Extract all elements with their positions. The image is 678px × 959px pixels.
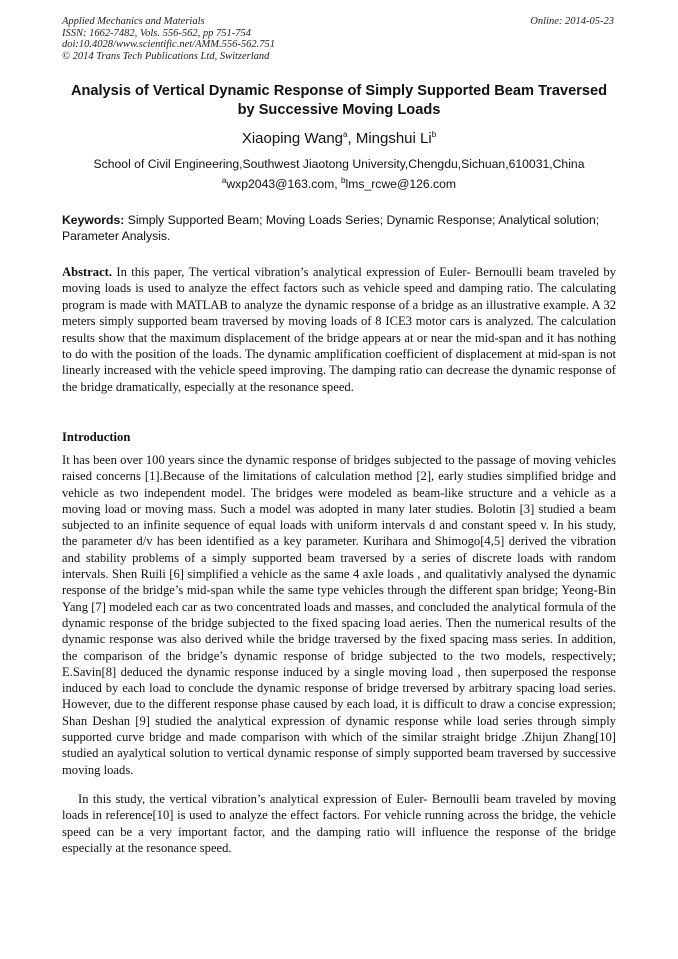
author-name: Xiaoping Wang [241,130,344,147]
email-address: lms_rcwe@126.com [345,177,457,191]
email-mark: b [341,175,346,185]
doi-line: doi:10.4028/www.scientific.net/AMM.556-562.751 [62,39,275,50]
paper-title: Analysis of Vertical Dynamic Response of Simply Supported Beam Traversed by Successive Moving Loads [70,83,608,118]
abstract-block [62,264,616,395]
author-name: Mingshui Li [355,130,432,147]
copyright-line: © 2014 Trans Tech Publications Ltd, Switzerland [62,50,270,62]
abstract-text: In this paper, The vertical vibration’s analytical expression of Euler- Bernoulli beam traveled by moving loads is used to analyze the effect factors such as vehicle speed and damping ratio. The calculating program is made with MATLAB to analyze the dynamic response of a bridge as an illustrative example. A 32 meters simply supported beam traversed by moving loads of 8 ICE3 motor cars is analyzed. The calculation results show that the maximum displacement of the bridge appears at or near the mid-span and it has nothing to do with the position of the loads. The dynamic amplification coefficient of displacement at mid-span is not linearly increased with the vehicle speed improving. The damping ratio can decrease the dynamic response of the bridge dramatically, especially at the resonance speed. [62,265,616,394]
author-separator: , [347,130,356,147]
journal-header [62,16,275,62]
body-paragraph: In this study, the vertical vibration’s analytical expression of Euler- Bernoulli beam traveled by moving loads in reference[10] is used to analyze the effect factors. For vehicle running across the bridge, the vehicle speed can be a very important factor, and the damping ratio will influence the response of the bridge especially at the resonance speed. [62,792,616,855]
email-address: wxp2043@163.com [226,177,335,191]
author-affiliation-mark: b [431,130,437,139]
email-line [62,177,616,191]
affiliation: School of Civil Engineering,Southwest Jiaotong University,Chengdu,Sichuan,610031,China [93,157,585,171]
abstract-label: Abstract. [62,265,113,279]
section-heading: Introduction [62,430,131,444]
email-separator: , [334,177,342,191]
email-mark: a [221,175,227,185]
keywords-block [62,212,616,244]
online-date: Online: 2014-05-23 [530,16,614,27]
keywords-text: Simply Supported Beam; Moving Loads Series; Dynamic Response; Analytical solution; Parameter Analysis. [62,213,600,243]
issn-line: ISSN: 1662-7482, Vols. 556-562, pp 751-754 [62,27,251,39]
keywords-label: Keywords: [62,213,125,227]
journal-name: Applied Mechanics and Materials [62,16,205,27]
body-paragraph: It has been over 100 years since the dynamic response of bridges subjected to the passage of moving vehicles raised concerns [1].Because of the limitations of calculation method [2], early studies simplified bridge and vehicle as two independent model. The bridges were modeled as beam-like structure and a vehicle as a moving load or moving mass. Such a model was adopted in many later studies. Bolotin [3] studied a beam subjected to an infinite sequence of equal loads with uniform intervals d and constant speed v. In his study, the parameter d/v has been identified as a key parameter. Kurihara and Shimogo[4,5] derived the vibration and stability problems of a simply supported beam traversed by a series of discrete loads with random intervals. Shen Ruili [6] simplified a vehicle as the same 4 axle loads , and qualitativly analysed the dynamic response of the bridge’s mid-span while the same type vehicles through the different span bridge; Yeong-Bin Yang [7] modeled each car as two concentrated loads and masses, and concluded the analytical formula of the dynamic response of the bridge subjected to the fixed spacing load aeries. Then the numerical results of the dynamic response was also derived while the bridge traversed by the fixed spacing mass series. In addition, the comparison of the bridge’s dynamic response of bridge subjected to the two models, respectively; E.Savin[8] deduced the dynamic response induced by a single moving load , then superposed the response induced by each load to conclude the dynamic response of bridge treversed by arbitrary spacing load series. However, due to the different response phase caused by each load, it is difficult to draw a concise expression; Shan Deshan [9] studied the analytical expression of dynamic response while load series through simply supported curve bridge and made comparison with which of the similar straight bridge .Zhijun Zhang[10] studied an ayalytical solution to vertical dynamic response of simply supported beam traversed by successive moving loads. [62,453,616,777]
author-line [62,130,616,147]
author-affiliation-mark: a [343,130,348,139]
